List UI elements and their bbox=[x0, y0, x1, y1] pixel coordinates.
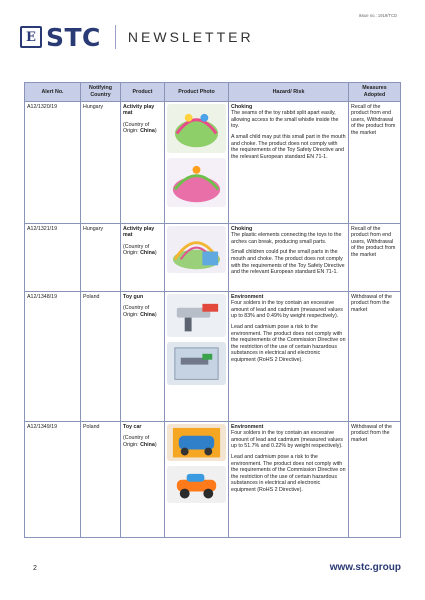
hazard-cell bbox=[229, 422, 349, 538]
newsletter-header bbox=[20, 22, 254, 52]
notifying-country: Poland bbox=[81, 422, 121, 538]
measures-adopted: Withdrawal of the product from the market bbox=[349, 292, 401, 422]
col-header-product: Product bbox=[121, 83, 165, 102]
hazard-cell bbox=[229, 102, 349, 224]
product-name: Toy gun bbox=[123, 293, 144, 300]
col-header-alert-no: Alert No. bbox=[25, 83, 81, 102]
notifying-country: Poland bbox=[81, 292, 121, 422]
col-header-hazard: Hazard/ Risk bbox=[229, 83, 349, 102]
hazard-description: The plastic elements connecting the toys to the arches can break, producing small parts. bbox=[231, 232, 342, 245]
stc-logo-icon: E bbox=[20, 26, 42, 48]
product-name: Activity play mat bbox=[123, 225, 155, 239]
brand-name: STC bbox=[46, 22, 101, 52]
product-cell bbox=[121, 224, 165, 292]
product-photo bbox=[165, 422, 229, 538]
measures-adopted: Recall of the product from end users, Withdrawal of the product from the market bbox=[349, 102, 401, 224]
hazard-cell bbox=[229, 292, 349, 422]
country-of-origin: (Country of Origin: China) bbox=[123, 243, 157, 257]
alert-number: A12/1348/19 bbox=[25, 292, 81, 422]
product-photo bbox=[165, 102, 229, 224]
header-divider bbox=[115, 25, 116, 49]
table-row bbox=[25, 422, 401, 538]
product-photo bbox=[165, 224, 229, 292]
play-mat-photo bbox=[167, 104, 226, 153]
hazard-compliance: Small children could put the small parts in the mouth and choke. The product does not comply with the requirements of the Toy Safety Directive and the relevant European standard EN 71-1. bbox=[231, 249, 345, 276]
hazard-title: Choking bbox=[231, 103, 253, 110]
toy-gun-package-photo bbox=[167, 342, 226, 385]
section-title: NEWSLETTER bbox=[127, 29, 254, 45]
product-photo bbox=[165, 292, 229, 422]
page-number: 2 bbox=[33, 565, 37, 572]
hazard-description: Four solders in the toy contain an excessive amount of lead and cadmium (measured values up to 83% and 0.49% by weight respectively). bbox=[231, 300, 343, 320]
hazard-cell bbox=[229, 224, 349, 292]
notifying-country: Hungary bbox=[81, 102, 121, 224]
country-of-origin: (Country of Origin: China) bbox=[123, 121, 157, 135]
col-header-measures: Measures Adopted bbox=[349, 83, 401, 102]
hazard-title: Environment bbox=[231, 293, 264, 300]
alert-number: A12/1320/19 bbox=[25, 102, 81, 224]
measures-adopted: Recall of the product from end users, Withdrawal of the product from the market bbox=[349, 224, 401, 292]
website-link[interactable]: www.stc.group bbox=[329, 562, 401, 573]
toy-gun-photo bbox=[167, 294, 226, 337]
col-header-photo: Product Photo bbox=[165, 83, 229, 102]
toy-car-box-photo bbox=[167, 424, 226, 461]
hazard-compliance: Lead and cadmium pose a risk to the environment. The product does not comply with the requirements of the Commission Directive on the restriction of the use of certain hazardous substances in electrical and electronic equipment (RoHS 2 Directive). bbox=[231, 453, 346, 493]
hazard-compliance: A small child may put this small part in the mouth and choke. The product does not comply with the requirements of the Toy Safety Directive and the relevant European standard EN 71-1. bbox=[231, 133, 346, 160]
notifying-country: Hungary bbox=[81, 224, 121, 292]
hazard-compliance: Lead and cadmium pose a risk to the environment. The product does not comply with the requirements of the Commission Directive on the restriction of the use of certain hazardous substances in electrical and electronic equipment (RoHS 2 Directive). bbox=[231, 323, 346, 363]
measures-adopted: Withdrawal of the product from the market bbox=[349, 422, 401, 538]
hazard-title: Choking bbox=[231, 225, 253, 232]
country-of-origin: (Country of Origin: China) bbox=[123, 435, 157, 448]
table-row bbox=[25, 292, 401, 422]
alerts-table bbox=[24, 82, 401, 538]
product-cell bbox=[121, 422, 165, 538]
toy-car-photo bbox=[167, 466, 226, 503]
play-mat-arches-photo bbox=[167, 226, 226, 273]
product-cell bbox=[121, 102, 165, 224]
hazard-description: Four solders in the toy contain an excessive amount of lead and cadmium (measured values up to 51.7% and 0.22% by weight respectively). bbox=[231, 430, 343, 450]
product-cell bbox=[121, 292, 165, 422]
alert-number: A12/1349/19 bbox=[25, 422, 81, 538]
country-of-origin: (Country of Origin: China) bbox=[123, 305, 157, 318]
alert-number: A12/1321/19 bbox=[25, 224, 81, 292]
table-row bbox=[25, 224, 401, 292]
product-name: Toy car bbox=[123, 423, 142, 430]
product-name: Activity play mat bbox=[123, 103, 155, 117]
hazard-description: The seams of the toy rabbit split apart easily, allowing access to the small whistle inside the toy. bbox=[231, 110, 339, 130]
issue-number: Issue no.: 1919/TCD bbox=[358, 13, 397, 18]
play-mat-box-photo bbox=[167, 158, 226, 207]
hazard-title: Environment bbox=[231, 423, 264, 430]
table-header-row bbox=[25, 83, 401, 102]
table-row bbox=[25, 102, 401, 224]
col-header-country: Notifying Country bbox=[81, 83, 121, 102]
